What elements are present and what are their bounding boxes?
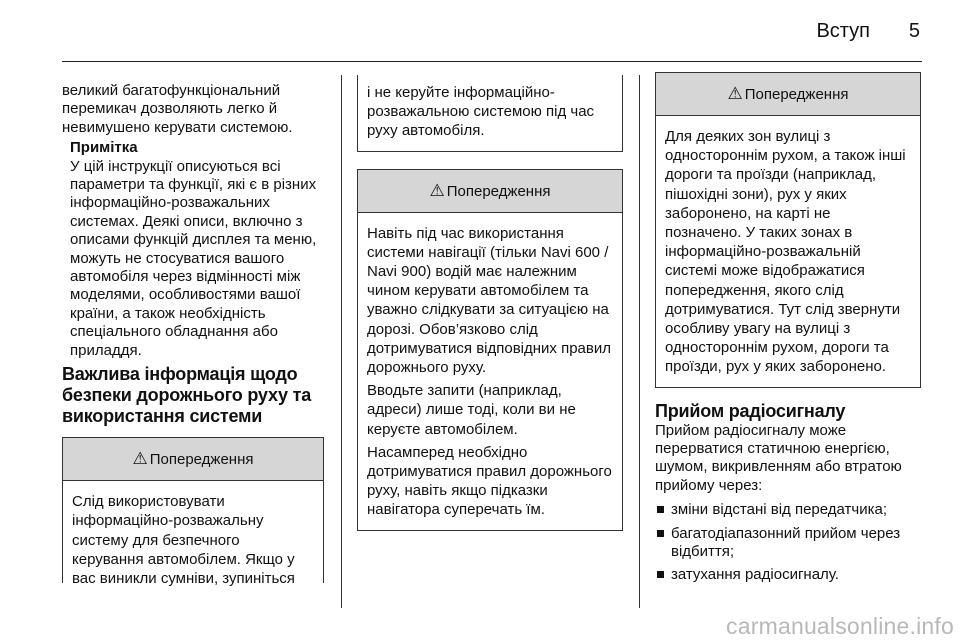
column-2 xyxy=(357,82,623,531)
radio-bullet-list xyxy=(655,501,921,585)
warning-text: Для деяких зон вулиці з одностороннім рухом, а також інші дороги та проїзди (наприклад, пішохідні зони), рух у яких заборонено, на карті не позначено. У таких зонах в інформаційно-розважальній системі може відображатися попередження, якого слід дотримуватися. Тут слід звернути особливу увагу на вулиці з одностороннім рухом, дороги та проїзди, рух у яких заборонено. xyxy=(665,128,906,376)
warning-header xyxy=(656,73,920,116)
warning-body xyxy=(63,481,323,598)
warning-box-2 xyxy=(357,169,623,531)
note-title: Примітка xyxy=(70,139,138,157)
warning-paragraph: Вводьте запити (наприклад, адреси) лише тоді, коли ви не керуєте автомобілем. xyxy=(367,382,576,438)
warning-body xyxy=(358,213,622,530)
warning-continued-text: і не керуйте інформаційно-розважальною системою під час руху автомобіля. xyxy=(367,84,595,140)
safety-heading: Важлива інформація щодо безпеки дорожнього руху та використання системи xyxy=(62,364,312,427)
header-divider xyxy=(62,61,922,62)
radio-heading: Прийом радіосигналу xyxy=(655,400,846,421)
list-item: зміни відстані від передатчика; xyxy=(655,501,921,519)
column-divider-2 xyxy=(639,75,640,608)
warning-box-1 xyxy=(62,437,324,587)
bullet-square-icon xyxy=(657,571,664,578)
bullet-square-icon xyxy=(657,506,664,513)
warning-header xyxy=(63,438,323,481)
warning-triangle-icon: ⚠ xyxy=(132,449,148,469)
warning-header xyxy=(358,170,622,213)
warning-box-continued xyxy=(357,75,623,152)
warning-title: Попередження xyxy=(744,86,849,103)
warning-triangle-icon: ⚠ xyxy=(429,180,445,200)
warning-triangle-icon: ⚠ xyxy=(727,84,743,103)
warning-paragraph: Насамперед необхідно дотримуватися правил дорожнього руху, навіть якщо підказки навігатора суперечать їм. xyxy=(367,443,612,519)
bullet-square-icon xyxy=(657,530,664,537)
radio-text: Прийом радіосигналу може перерватися статичною енергією, шумом, викривленням або втратою прийому через: xyxy=(655,421,902,494)
note-block xyxy=(62,139,324,360)
warning-box-3 xyxy=(655,72,921,388)
list-item: багатодіапазонний прийом через відбиття; xyxy=(655,525,921,562)
warning-title: Попередження xyxy=(446,182,551,200)
column-3 xyxy=(655,72,921,590)
page-title: Вступ xyxy=(816,20,870,42)
warning-title: Попередження xyxy=(149,451,254,469)
warning-text: Слід використовувати інформаційно-розважальну систему для безпечного керування автомобілем. Якщо у вас виникли сумніви, зупиніться xyxy=(72,493,295,587)
warning-body xyxy=(656,116,920,387)
list-item: затухання радіосигналу. xyxy=(655,566,921,584)
page-number: 5 xyxy=(908,20,920,42)
watermark: carmanualsonline.info xyxy=(726,613,954,639)
intro-text: великий багатофункціональний перемикач дозволяють легко й невимушено керувати системою. xyxy=(62,82,293,136)
warning-paragraph: Навіть під час використання системи навігації (тільки Navi 600 / Navi 900) водій має належним чином керувати автомобілем та уважно слідкувати за ситуацією на дорозі. Обов’язково слід дотримуватися відповідних правил дорожнього руху. xyxy=(367,224,611,377)
warning-continued-body xyxy=(358,75,622,151)
note-text: У цій інструкції описуються всі параметри та функції, які є в різних інформаційно-розважальних системах. Деякі описи, включно з описами функцій дисплея та меню, можуть не стосуватися вашого автомобіля через відмінності між моделями, особливостями вашої країни, а також необхідність спеціального обладнання або приладдя. xyxy=(70,157,317,359)
column-1 xyxy=(62,82,324,587)
column-divider-1 xyxy=(341,75,342,608)
